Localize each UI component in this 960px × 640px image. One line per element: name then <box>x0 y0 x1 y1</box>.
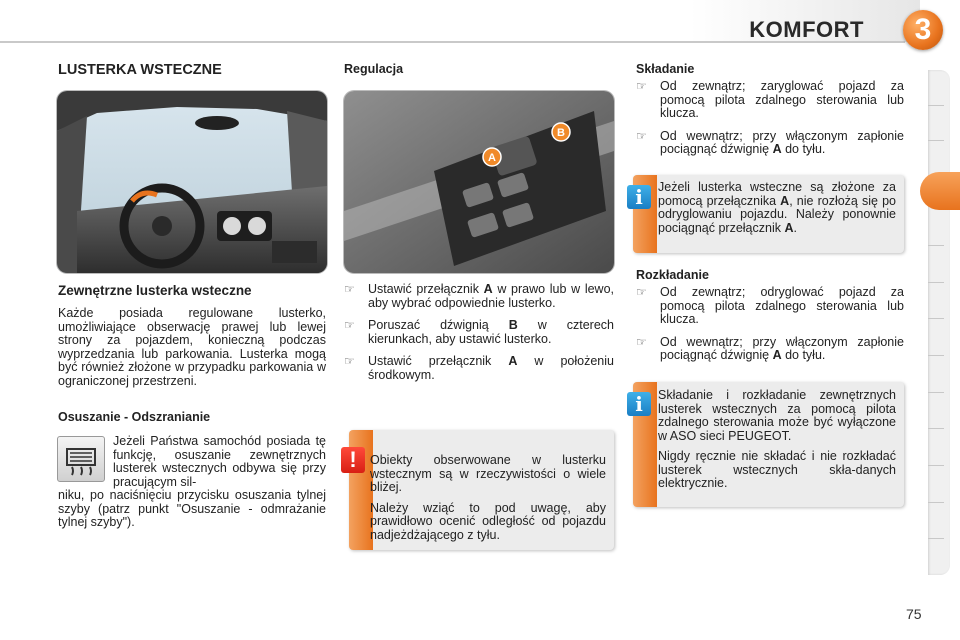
list-item: ☞ Poruszać dźwignią B w czterech kierunkach, aby ustawić lusterko. <box>344 318 614 346</box>
svg-text:A: A <box>488 152 496 164</box>
warning-box <box>349 430 614 550</box>
info-box-electric <box>633 382 904 507</box>
subsection-title: Zewnętrzne lusterka wsteczne <box>58 283 252 298</box>
intro-paragraph: Każde posiada regulowane lusterko, umożliwiające obserwację prawej lub lewej strony za pojazdem, konieczną podczas wyprzedzania lub parkowania. Lusterka mogą być również złożone w przypadku parkowania w ograniczonej przestrzeni. <box>58 306 326 388</box>
list-item: ☞ Ustawić przełącznik A w prawo lub w lewo, aby wybrać odpowiednie lusterko. <box>344 282 615 310</box>
tab-divider <box>928 502 944 503</box>
pointer-hand-icon: ☞ <box>636 128 647 143</box>
list-item: ☞ Od wewnątrz; przy włączonym zapłonie pociągnąć dźwignię A do tyłu. <box>636 128 904 156</box>
mirror-control-photo <box>344 91 614 273</box>
tab-divider <box>928 355 944 356</box>
list-item: ☞ Od zewnątrz; odryglować pojazd za pomocą pilota zdalnego sterowania lub klucza. <box>636 285 904 326</box>
defog-title: Osuszanie - Odszranianie <box>58 410 211 424</box>
tab-divider <box>928 392 944 393</box>
tab-divider <box>928 428 944 429</box>
defog-text-indented: Jeżeli Państwa samochód posiada tę funkcję, osuszanie zewnętrznych lusterek wstecznych odbywa się przy pracującym sil- <box>113 434 326 489</box>
tab-divider <box>928 318 944 319</box>
fold-title: Składanie <box>636 62 695 76</box>
warning-icon: ! <box>341 447 365 473</box>
tab-divider <box>928 465 944 466</box>
chapter-title: KOMFORT <box>749 17 864 42</box>
page-number: 75 <box>906 606 922 622</box>
unfold-steps <box>636 286 904 372</box>
active-chapter-tab[interactable] <box>920 172 960 210</box>
pointer-hand-icon: ☞ <box>344 318 355 332</box>
rear-defrost-icon <box>57 436 105 482</box>
warning-text: Obiekty obserwowane w lusterku wstecznym są w rzeczywistości o wiele bliżej. Należy wziąć to pod uwagę, aby prawidłowo ocenić odległość od pojazdu nadjeżdżającego z tyłu. <box>370 453 606 542</box>
tab-divider <box>928 105 944 106</box>
list-item: ☞ Ustawić przełącznik A w położeniu środkowym. <box>344 354 614 382</box>
adjust-steps <box>344 283 614 391</box>
pointer-hand-icon: ☞ <box>344 282 355 296</box>
list-item: ☞ Od wewnątrz; przy włączonym zapłonie pociągnąć dźwignię A do tyłu. <box>636 334 904 362</box>
info-box-fold <box>633 175 904 253</box>
svg-text:B: B <box>557 127 565 139</box>
unfold-title: Rozkładanie <box>636 268 709 282</box>
chapter-tab-bar <box>928 70 950 575</box>
pointer-hand-icon: ☞ <box>636 334 647 349</box>
chapter-number-badge: 3 <box>903 10 943 50</box>
fold-steps <box>636 80 904 166</box>
tab-divider <box>928 538 944 539</box>
pointer-hand-icon: ☞ <box>636 79 647 93</box>
list-item: ☞ Od zewnątrz; zaryglować pojazd za pomocą pilota zdalnego sterowania lub klucza. <box>636 79 904 120</box>
info-text-fold: Jeżeli lusterka wsteczne są złożone za pomocą przełącznika A, nie rozłożą się po odryglowaniu pojazdu. Należy ponownie pociągnąć przełącznik A. <box>658 180 896 235</box>
info-icon: i <box>627 185 651 209</box>
info-text-electric: Składanie i rozkładanie zewnętrznych lusterek wstecznych za pomocą pilota zdalnego sterowania może być wyłączone w ASO sieci PEUGEOT. Nigdy ręcznie nie składać i nie rozkładać lusterek wstecznych skła-danych elektrycznie. <box>658 388 896 490</box>
tab-divider <box>928 140 944 141</box>
info-icon: i <box>627 392 651 416</box>
interior-mirror-photo <box>57 91 327 273</box>
tab-divider <box>928 245 944 246</box>
defog-text: niku, po naciśnięciu przycisku osuszania tylnej szyby (patrz punkt "Osuszanie - odmrażanie tylnej szyby"). <box>58 488 326 529</box>
pointer-hand-icon: ☞ <box>636 285 647 299</box>
tab-divider <box>928 282 944 283</box>
section-title: LUSTERKA WSTECZNE <box>58 62 222 78</box>
adjust-title: Regulacja <box>344 62 404 76</box>
pointer-hand-icon: ☞ <box>344 354 355 368</box>
